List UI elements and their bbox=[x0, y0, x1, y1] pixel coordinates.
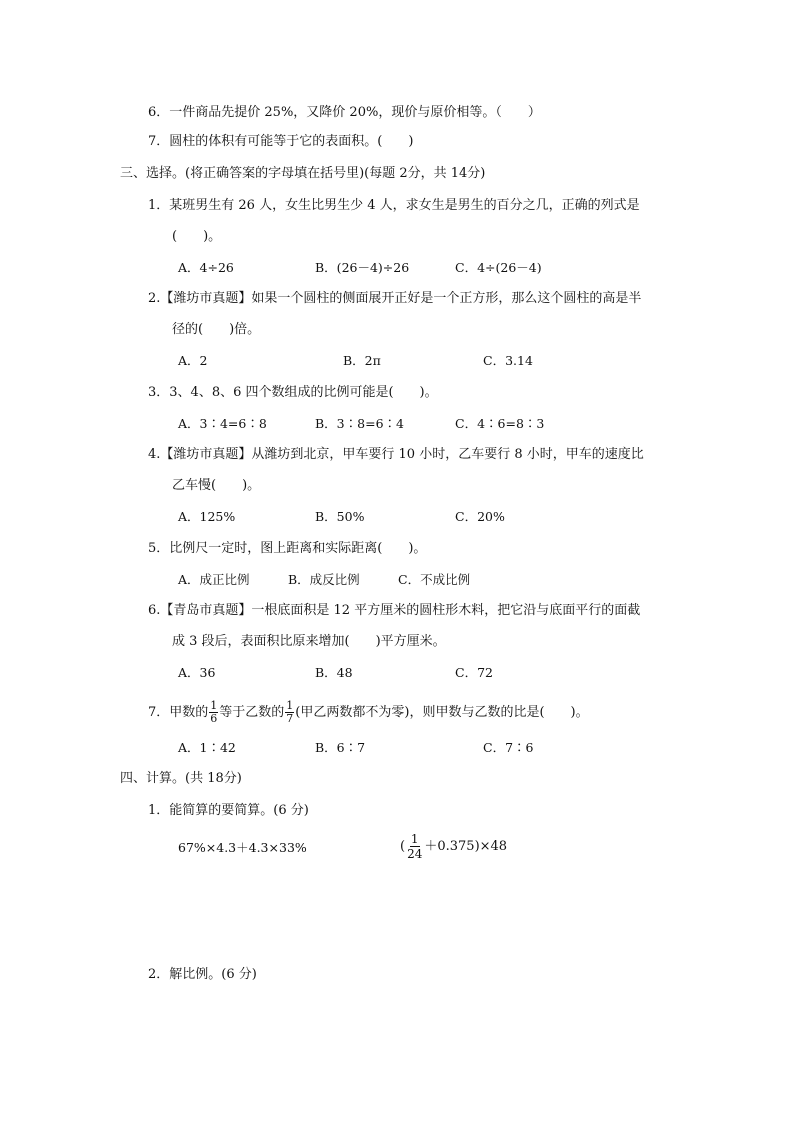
choice-q1-option-b: B．(26－4)÷26 bbox=[315, 260, 410, 275]
choice-q4-line1: 4.【潍坊市真题】从潍坊到北京，甲车要行 10 小时，乙车要行 8 小时，甲车的速度比 bbox=[148, 447, 644, 462]
choice-q6-option-c: C．72 bbox=[455, 665, 493, 680]
choice-q7-option-c: C．7∶6 bbox=[483, 740, 534, 755]
choice-q2-option-c: C．3.14 bbox=[483, 353, 533, 368]
choice-q2-option-a: A．2 bbox=[178, 353, 208, 368]
choice-q1-option-c: C．4÷(26－4) bbox=[455, 260, 542, 275]
choice-q7-line1 bbox=[148, 700, 589, 725]
fraction-numerator: 1 bbox=[286, 699, 294, 712]
fraction-one-twentyfourth bbox=[406, 832, 423, 861]
fraction-one-sixth bbox=[209, 700, 218, 725]
choice-q7-middle: 等于乙数的 bbox=[219, 705, 285, 720]
choice-q2-option-b: B．2π bbox=[343, 353, 381, 368]
choice-q4-option-c: C．20% bbox=[455, 509, 505, 524]
choice-q5-option-b: B．成反比例 bbox=[288, 572, 360, 587]
fraction-denominator: 24 bbox=[407, 847, 423, 861]
fraction-denominator: 7 bbox=[286, 712, 294, 725]
judgement-item-7: 7．圆柱的体积有可能等于它的表面积。( ) bbox=[148, 134, 414, 149]
choice-q5-option-c: C．不成比例 bbox=[398, 572, 471, 587]
choice-q6-option-a: A．36 bbox=[178, 665, 216, 680]
choice-q4-option-b: B．50% bbox=[315, 509, 365, 524]
choice-q5-line1: 5．比例尺一定时，图上距离和实际距离( )。 bbox=[148, 541, 427, 556]
choice-q3-option-b: B．3∶8=6∶4 bbox=[315, 416, 404, 431]
calc-expression-1: 67%×4.3＋4.3×33% bbox=[178, 840, 307, 855]
choice-q7-prefix: 7．甲数的 bbox=[148, 705, 209, 720]
choice-q3-option-a: A．3∶4=6∶8 bbox=[178, 416, 267, 431]
fraction-one-seventh bbox=[285, 700, 294, 725]
choice-q6-line2: 成 3 段后，表面积比原来增加( )平方厘米。 bbox=[172, 634, 446, 649]
fraction-numerator: 1 bbox=[210, 699, 218, 712]
judgement-item-6: 6．一件商品先提价 25%，又降价 20%，现价与原价相等。（ ） bbox=[148, 105, 541, 120]
fraction-denominator: 6 bbox=[210, 712, 218, 725]
choice-q3-line1: 3．3、4、8、6 四个数组成的比例可能是( )。 bbox=[148, 385, 438, 400]
choice-q2-line2: 径的( )倍。 bbox=[172, 322, 261, 337]
paren-open: ( bbox=[400, 839, 406, 854]
choice-q1-line2: ( )。 bbox=[172, 229, 222, 244]
choice-q6-line1: 6.【青岛市真题】一根底面积是 12 平方厘米的圆柱形木料，把它沿与底面平行的面截 bbox=[148, 603, 641, 618]
calc-q2-title: 2．解比例。(6 分) bbox=[148, 967, 257, 982]
choice-q7-suffix: (甲乙两数都不为零)，则甲数与乙数的比是( )。 bbox=[295, 705, 589, 720]
choice-q4-option-a: A．125% bbox=[178, 509, 236, 524]
calc-q1-title: 1．能简算的要简算。(6 分) bbox=[148, 803, 309, 818]
choice-q2-line1: 2.【潍坊市真题】如果一个圆柱的侧面展开正好是一个正方形，那么这个圆柱的高是半 bbox=[148, 291, 642, 306]
choice-q1-line1: 1．某班男生有 26 人，女生比男生少 4 人，求女生是男生的百分之几，正确的列式是 bbox=[148, 198, 640, 213]
choice-q7-option-b: B．6∶7 bbox=[315, 740, 366, 755]
choice-q5-option-a: A．成正比例 bbox=[178, 572, 250, 587]
choice-q1-option-a: A．4÷26 bbox=[178, 260, 234, 275]
choice-q4-line2: 乙车慢( )。 bbox=[172, 478, 261, 493]
section-heading-calc: 四、计算。(共 18分) bbox=[120, 771, 242, 786]
fraction-numerator: 1 bbox=[410, 832, 419, 846]
choice-q3-option-c: C．4∶6=8∶3 bbox=[455, 416, 545, 431]
calc-expression-2 bbox=[400, 832, 507, 861]
choice-q7-option-a: A．1∶42 bbox=[178, 740, 236, 755]
choice-q6-option-b: B．48 bbox=[315, 665, 353, 680]
section-heading-choice: 三、选择。(将正确答案的字母填在括号里)(每题 2分，共 14分) bbox=[120, 166, 486, 181]
expression-rest: ＋0.375)×48 bbox=[424, 839, 508, 854]
